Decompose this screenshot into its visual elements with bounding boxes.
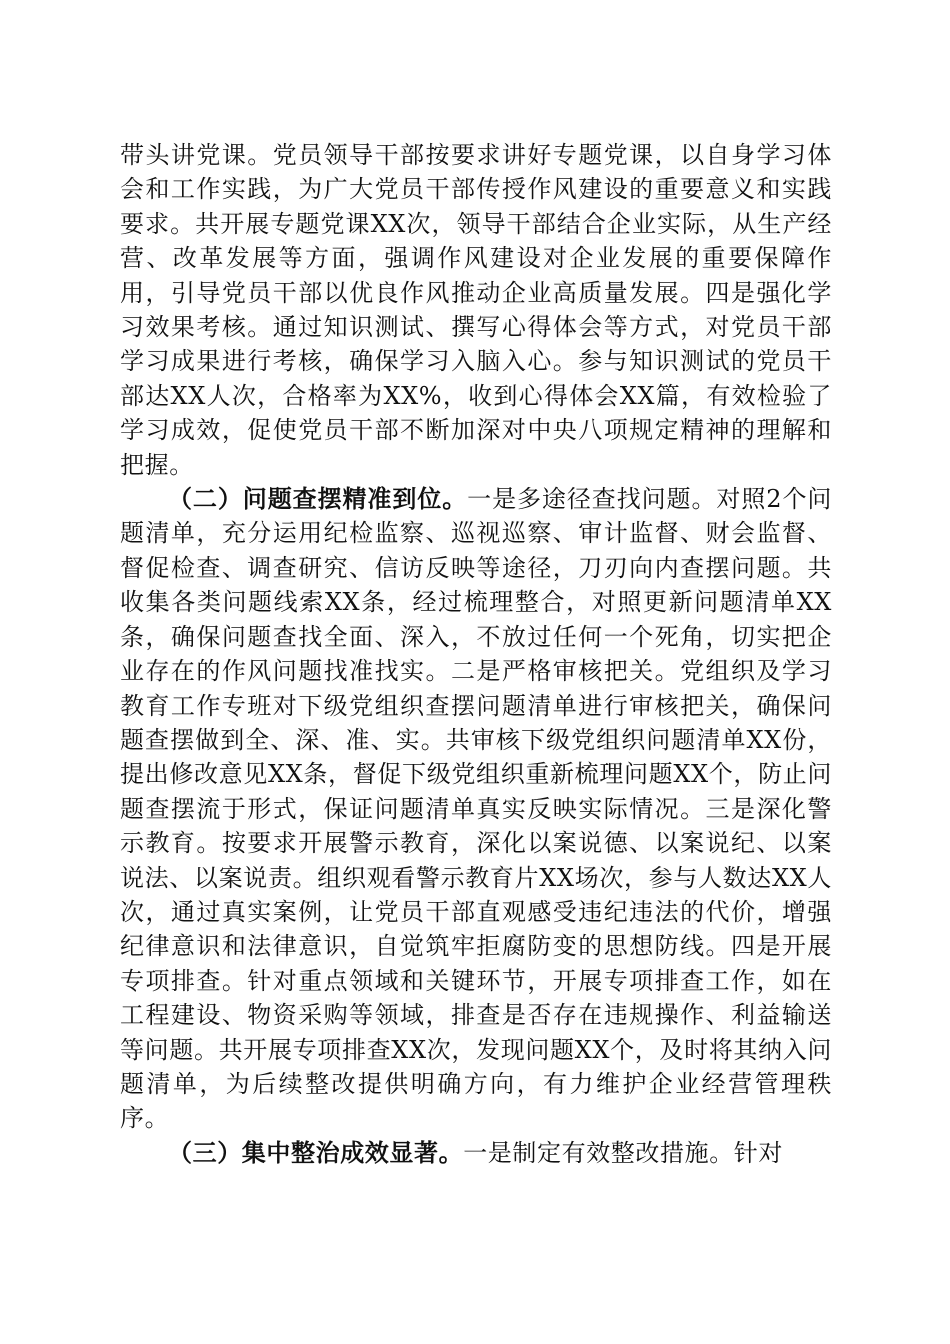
paragraph-1 xyxy=(120,138,832,482)
paragraph-3-text: 一是制定有效整改措施。针对 xyxy=(463,1138,784,1167)
section-heading-2: （二）问题查摆精准到位。 xyxy=(168,484,468,514)
section-heading-3: （三）集中整治成效显著。 xyxy=(168,1137,464,1167)
paragraph-2-text: 一是多途径查找问题。对照2个问题清单，充分运用纪检监察、巡视巡察、审计监督、财会监督、督促检查、调查研究、信访反映等途径，刀刃向内查摆问题。共收集各类问题线索XX条，经过梳理整合，对照更新问题清单XX条，确保问题查找全面、深入，不放过任何一个死角，切实把企业存在的作风问题找准找实。二是严格审核把关。党组织及学习教育工作专班对下级党组织查摆问题清单进行审核把关，确保问题查摆做到全、深、准、实。共审核下级党组织问题清单XX份，提出修改意见XX条，督促下级党组织重新梳理问题XX个，防止问题查摆流于形式，保证问题清单真实反映实际情况。三是深化警示教育。按要求开展警示教育，深化以案说德、以案说纪、以案说法、以案说责。组织观看警示教育片XX场次，参与人数达XX人次，通过真实案例，让党员干部直观感受违纪违法的代价，增强纪律意识和法律意识，自觉筑牢拒腐防变的思想防线。四是开展专项排查。针对重点领域和关键环节，开展专项排查工作，如在工程建设、物资采购等领域，排查是否存在违规操作、利益输送等问题。共开展专项排查XX次，发现问题XX个，及时将其纳入问题清单，为后续整改提供明确方向，有力维护企业经营管理秩序。 xyxy=(120,485,832,1133)
paragraph-2 xyxy=(120,482,832,1136)
document-body xyxy=(120,138,832,1170)
paragraph-1-text: 带头讲党课。党员领导干部按要求讲好专题党课，以自身学习体会和工作实践，为广大党员干部传授作风建设的重要意义和实践要求。共开展专题党课XX次，领导干部结合企业实际，从生产经营、改革发展等方面，强调作风建设对企业发展的重要保障作用，引导党员干部以优良作风推动企业高质量发展。四是强化学习效果考核。通过知识测试、撰写心得体会等方式，对党员干部学习成果进行考核，确保学习入脑入心。参与知识测试的党员干部达XX人次，合格率为XX%，收到心得体会XX篇，有效检验了学习成效，促使党员干部不断加深对中央八项规定精神的理解和把握。 xyxy=(120,141,832,479)
paragraph-3 xyxy=(120,1136,832,1170)
